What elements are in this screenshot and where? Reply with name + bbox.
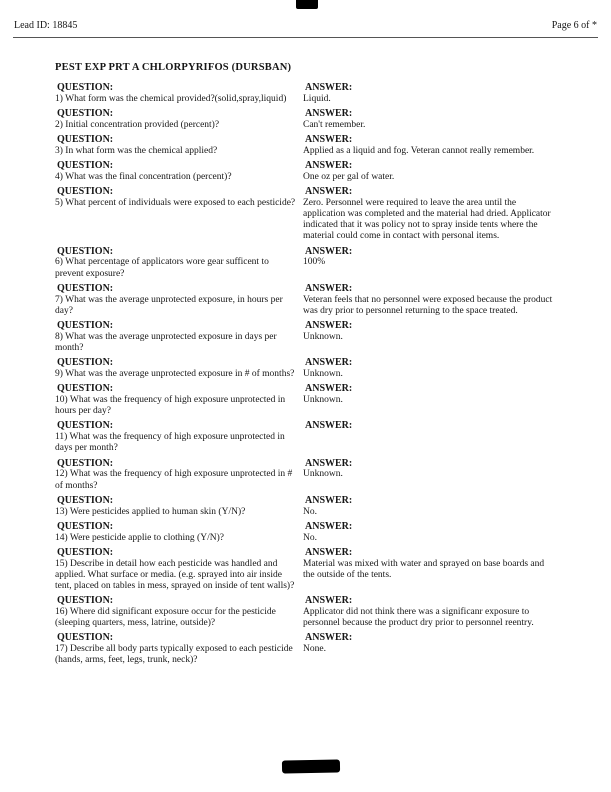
answer-column (303, 357, 556, 380)
question-text: 12) What was the frequency of high exposure unprotected in # of months? (55, 469, 293, 491)
question-label: QUESTION: (57, 186, 114, 197)
qa-list (55, 82, 561, 670)
answer-column (303, 521, 556, 544)
question-column (55, 186, 303, 209)
qa-row (55, 383, 561, 417)
qa-row (55, 595, 561, 629)
question-column (55, 547, 303, 592)
answer-column (303, 320, 556, 343)
answer-column (303, 595, 556, 629)
question-label: QUESTION: (57, 494, 114, 506)
question-label: QUESTION: (57, 595, 114, 607)
question-label: QUESTION: (57, 546, 114, 558)
qa-row (55, 186, 561, 243)
question-label: QUESTION: (57, 245, 114, 257)
answer-text: Unknown. (303, 331, 343, 342)
answer-text: Unknown. (303, 469, 343, 480)
qa-row (55, 357, 561, 380)
question-text: 13) Were pesticides applied to human skin (Y/N)? (55, 506, 246, 517)
question-text: 14) Were pesticide applie to clothing (Y/N)? (55, 532, 224, 543)
answer-label: ANSWER: (305, 520, 353, 532)
question-column (55, 283, 303, 317)
answer-text: Unknown. (303, 369, 343, 380)
answer-text: Zero. Personnel were required to leave the area until the application was completed and the material had dried. Applicator indicated that it was policy not to spray inside tents where the material could come in contact with personal items. (303, 197, 551, 242)
answer-column (303, 186, 556, 243)
question-text: 5) What percent of individuals were exposed to each pesticide? (55, 197, 296, 208)
answer-label: ANSWER: (305, 546, 353, 558)
answer-column (303, 108, 556, 131)
answer-column (303, 495, 556, 518)
question-label: QUESTION: (57, 383, 114, 395)
answer-column (303, 160, 556, 183)
question-text: 17) Describe all body parts typically exposed to each pesticide (hands, arms, feet, legs, trunk, neck)? (55, 644, 293, 666)
qa-row (55, 521, 561, 544)
answer-column (303, 246, 556, 269)
header-divider (13, 37, 598, 38)
qa-row (55, 108, 561, 131)
answer-text: Applied as a liquid and fog. Veteran cannot really remember. (303, 145, 535, 156)
answer-column (303, 283, 556, 317)
question-column (55, 82, 303, 105)
answer-text: Material was mixed with water and sprayed on base boards and the outside of the tents. (303, 558, 545, 580)
question-text: 15) Describe in detail how each pesticide was handled and applied. What surface or media. (e.g. sprayed into air inside tent, placed on tables in mess, sprayed on inside of tent walls)? (55, 558, 295, 592)
page-number-label: Page 6 of * (551, 20, 597, 31)
scan-artifact-top (296, 0, 318, 9)
question-column (55, 495, 303, 518)
question-label: QUESTION: (57, 282, 114, 294)
question-text: 4) What was the final concentration (percent)? (55, 171, 232, 182)
qa-row (55, 134, 561, 157)
question-column (55, 521, 303, 544)
question-text: 11) What was the frequency of high exposure unprotected in days per month? (55, 432, 285, 454)
question-text: 10) What was the frequency of high exposure unprotected in hours per day? (55, 395, 286, 417)
answer-label: ANSWER: (305, 357, 353, 369)
qa-row (55, 82, 561, 105)
question-label: QUESTION: (57, 420, 114, 432)
answer-label: ANSWER: (305, 245, 353, 257)
question-text: 7) What was the average unprotected exposure, in hours per day? (55, 294, 283, 316)
question-label: QUESTION: (57, 108, 114, 119)
page-header (14, 20, 597, 31)
qa-row (55, 458, 561, 492)
qa-row (55, 283, 561, 317)
answer-text: No. (303, 506, 317, 517)
qa-row (55, 495, 561, 518)
question-text: 9) What was the average unprotected exposure in # of months? (55, 369, 295, 380)
answer-column (303, 134, 556, 157)
answer-text: 100% (303, 257, 326, 268)
answer-text: Unknown. (303, 395, 343, 406)
answer-label: ANSWER: (305, 82, 353, 93)
answer-column (303, 383, 556, 406)
answer-label: ANSWER: (305, 108, 353, 119)
answer-label: ANSWER: (305, 282, 353, 294)
question-label: QUESTION: (57, 357, 114, 369)
answer-text: Veteran feels that no personnel were exposed because the product was dry prior to personnel returning to the space treated. (303, 294, 553, 316)
answer-label: ANSWER: (305, 457, 353, 469)
question-column (55, 383, 303, 417)
question-text: 16) Where did significant exposure occur for the pesticide (sleeping quarters, mess, latrine, outside)? (55, 607, 276, 629)
answer-label: ANSWER: (305, 494, 353, 506)
question-column (55, 108, 303, 131)
answer-column (303, 420, 556, 432)
answer-label: ANSWER: (305, 632, 353, 644)
answer-label: ANSWER: (305, 595, 353, 607)
answer-column (303, 632, 556, 655)
answer-column (303, 82, 556, 105)
question-column (55, 420, 303, 454)
question-column (55, 320, 303, 354)
answer-text: Applicator did not think there was a significanr exposure to personnel because the product dry prior to personnel reentry. (303, 607, 534, 629)
question-label: QUESTION: (57, 82, 114, 93)
qa-row (55, 160, 561, 183)
question-column (55, 458, 303, 492)
answer-column (303, 547, 556, 581)
qa-row (55, 420, 561, 454)
lead-id-label: Lead ID: 18845 (14, 20, 78, 31)
answer-text: No. (303, 532, 317, 543)
question-text: 3) In what form was the chemical applied? (55, 145, 218, 156)
answer-text: Can't remember. (303, 119, 366, 130)
qa-row (55, 632, 561, 666)
answer-text: One oz per gal of water. (303, 171, 395, 182)
answer-label: ANSWER: (305, 134, 353, 145)
question-column (55, 595, 303, 629)
answer-label: ANSWER: (305, 186, 353, 197)
answer-label: ANSWER: (305, 383, 353, 395)
question-text: 2) Initial concentration provided (percent)? (55, 119, 220, 130)
answer-label: ANSWER: (305, 320, 353, 332)
qa-row (55, 547, 561, 592)
question-column (55, 357, 303, 380)
answer-column (303, 458, 556, 481)
answer-text: None. (303, 644, 326, 655)
question-column (55, 632, 303, 666)
answer-text: Liquid. (303, 93, 331, 104)
question-column (55, 246, 303, 280)
question-text: 6) What percentage of applicators wore gear sufficent to prevent exposure? (55, 257, 269, 279)
question-label: QUESTION: (57, 520, 114, 532)
question-column (55, 160, 303, 183)
question-column (55, 134, 303, 157)
answer-label: ANSWER: (305, 420, 353, 432)
question-label: QUESTION: (57, 160, 114, 171)
scan-artifact-bottom (282, 759, 340, 773)
question-label: QUESTION: (57, 632, 114, 644)
answer-label: ANSWER: (305, 160, 353, 171)
question-label: QUESTION: (57, 320, 114, 332)
qa-row (55, 320, 561, 354)
page-title: PEST EXP PRT A CHLORPYRIFOS (DURSBAN) (55, 62, 292, 73)
question-text: 1) What form was the chemical provided?(solid,spray,liquid) (55, 93, 287, 104)
question-label: QUESTION: (57, 134, 114, 145)
qa-row (55, 246, 561, 280)
question-text: 8) What was the average unprotected exposure in days per month? (55, 331, 277, 354)
question-label: QUESTION: (57, 457, 114, 469)
